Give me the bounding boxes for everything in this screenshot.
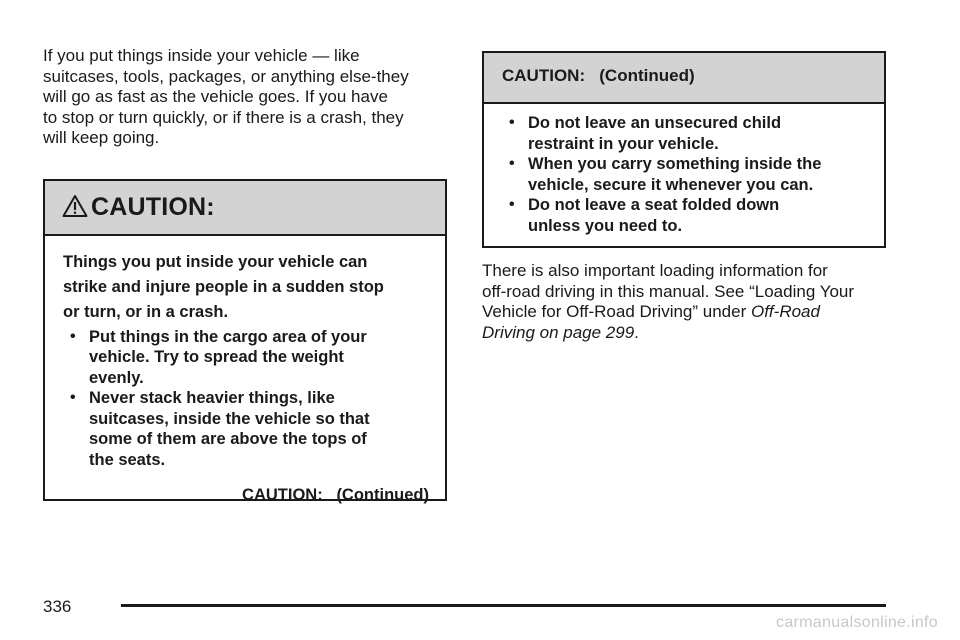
bullet-line: Do not leave a seat folded down [528,196,780,214]
caution-continued-title: CAUTION: (Continued) [502,66,695,85]
bullet-line: vehicle. Try to spread the weight [89,348,344,366]
page-number: 336 [43,597,72,616]
caution-body [45,236,445,506]
paragraph-line: to stop or turn quickly, or if there is a crash, they [43,107,404,127]
bullet-line: Never stack heavier things, like [89,389,335,407]
caution-continued-label: CAUTION: (Continued) [242,486,429,504]
caution-continued-header [484,53,884,104]
caution-title: CAUTION: [91,192,215,221]
warning-triangle-icon [62,194,88,218]
left-column [43,46,447,504]
footer-rule [121,604,886,607]
paragraph-line: off-road driving in this manual. See “Loading Your [482,281,855,301]
right-column [482,51,886,343]
bullet-line: When you carry something inside the [528,155,822,173]
caution-box [43,179,447,504]
paragraph-line: will go as fast as the vehicle goes. If you have [43,87,388,106]
caution-bullet-list [502,113,868,236]
bullet-line: Put things in the cargo area of your [89,327,367,346]
reference-line: Driving on page 299 [482,322,635,342]
bullet-item [89,327,429,389]
caution-continued-body [484,104,884,236]
intro-line: or turn, or in a crash. [63,302,229,321]
paragraph-line: If you put things inside your vehicle — like [43,46,360,65]
bullet-line: suitcases, inside the vehicle so that [89,409,370,428]
paragraph-suffix: . [634,322,639,342]
caution-header [45,181,445,236]
bullet-line: Do not leave an unsecured child [528,114,782,132]
intro-line: strike and injure people in a sudden stop [63,277,384,296]
bullet-item [528,154,868,195]
intro-line: Things you put inside your vehicle can [63,252,368,271]
bullet-line: restraint in your vehicle. [528,134,719,153]
caution-bullet-list [63,327,429,471]
watermark: carmanualsonline.info [776,614,938,631]
caution-continued-box [482,51,886,248]
bullet-item [528,113,868,154]
bullet-item [528,195,868,236]
bullet-item [89,388,429,470]
bullet-line: the seats. [89,450,166,469]
bullet-line: some of them are above the tops of [89,430,367,448]
intro-paragraph [43,46,447,149]
paragraph-line: Vehicle for Off-Road Driving” under [482,302,751,321]
loading-info-paragraph [482,261,886,343]
caution-intro [63,250,429,325]
reference-line: Off-Road [750,302,820,321]
bullet-line: unless you need to. [528,216,683,235]
paragraph-line: suitcases, tools, packages, or anything else-they [43,66,409,86]
paragraph-line: will keep going. [43,128,160,147]
bullet-line: evenly. [89,368,144,387]
bullet-line: vehicle, secure it whenever you can. [528,175,814,194]
paragraph-line: There is also important loading information for [482,261,828,280]
